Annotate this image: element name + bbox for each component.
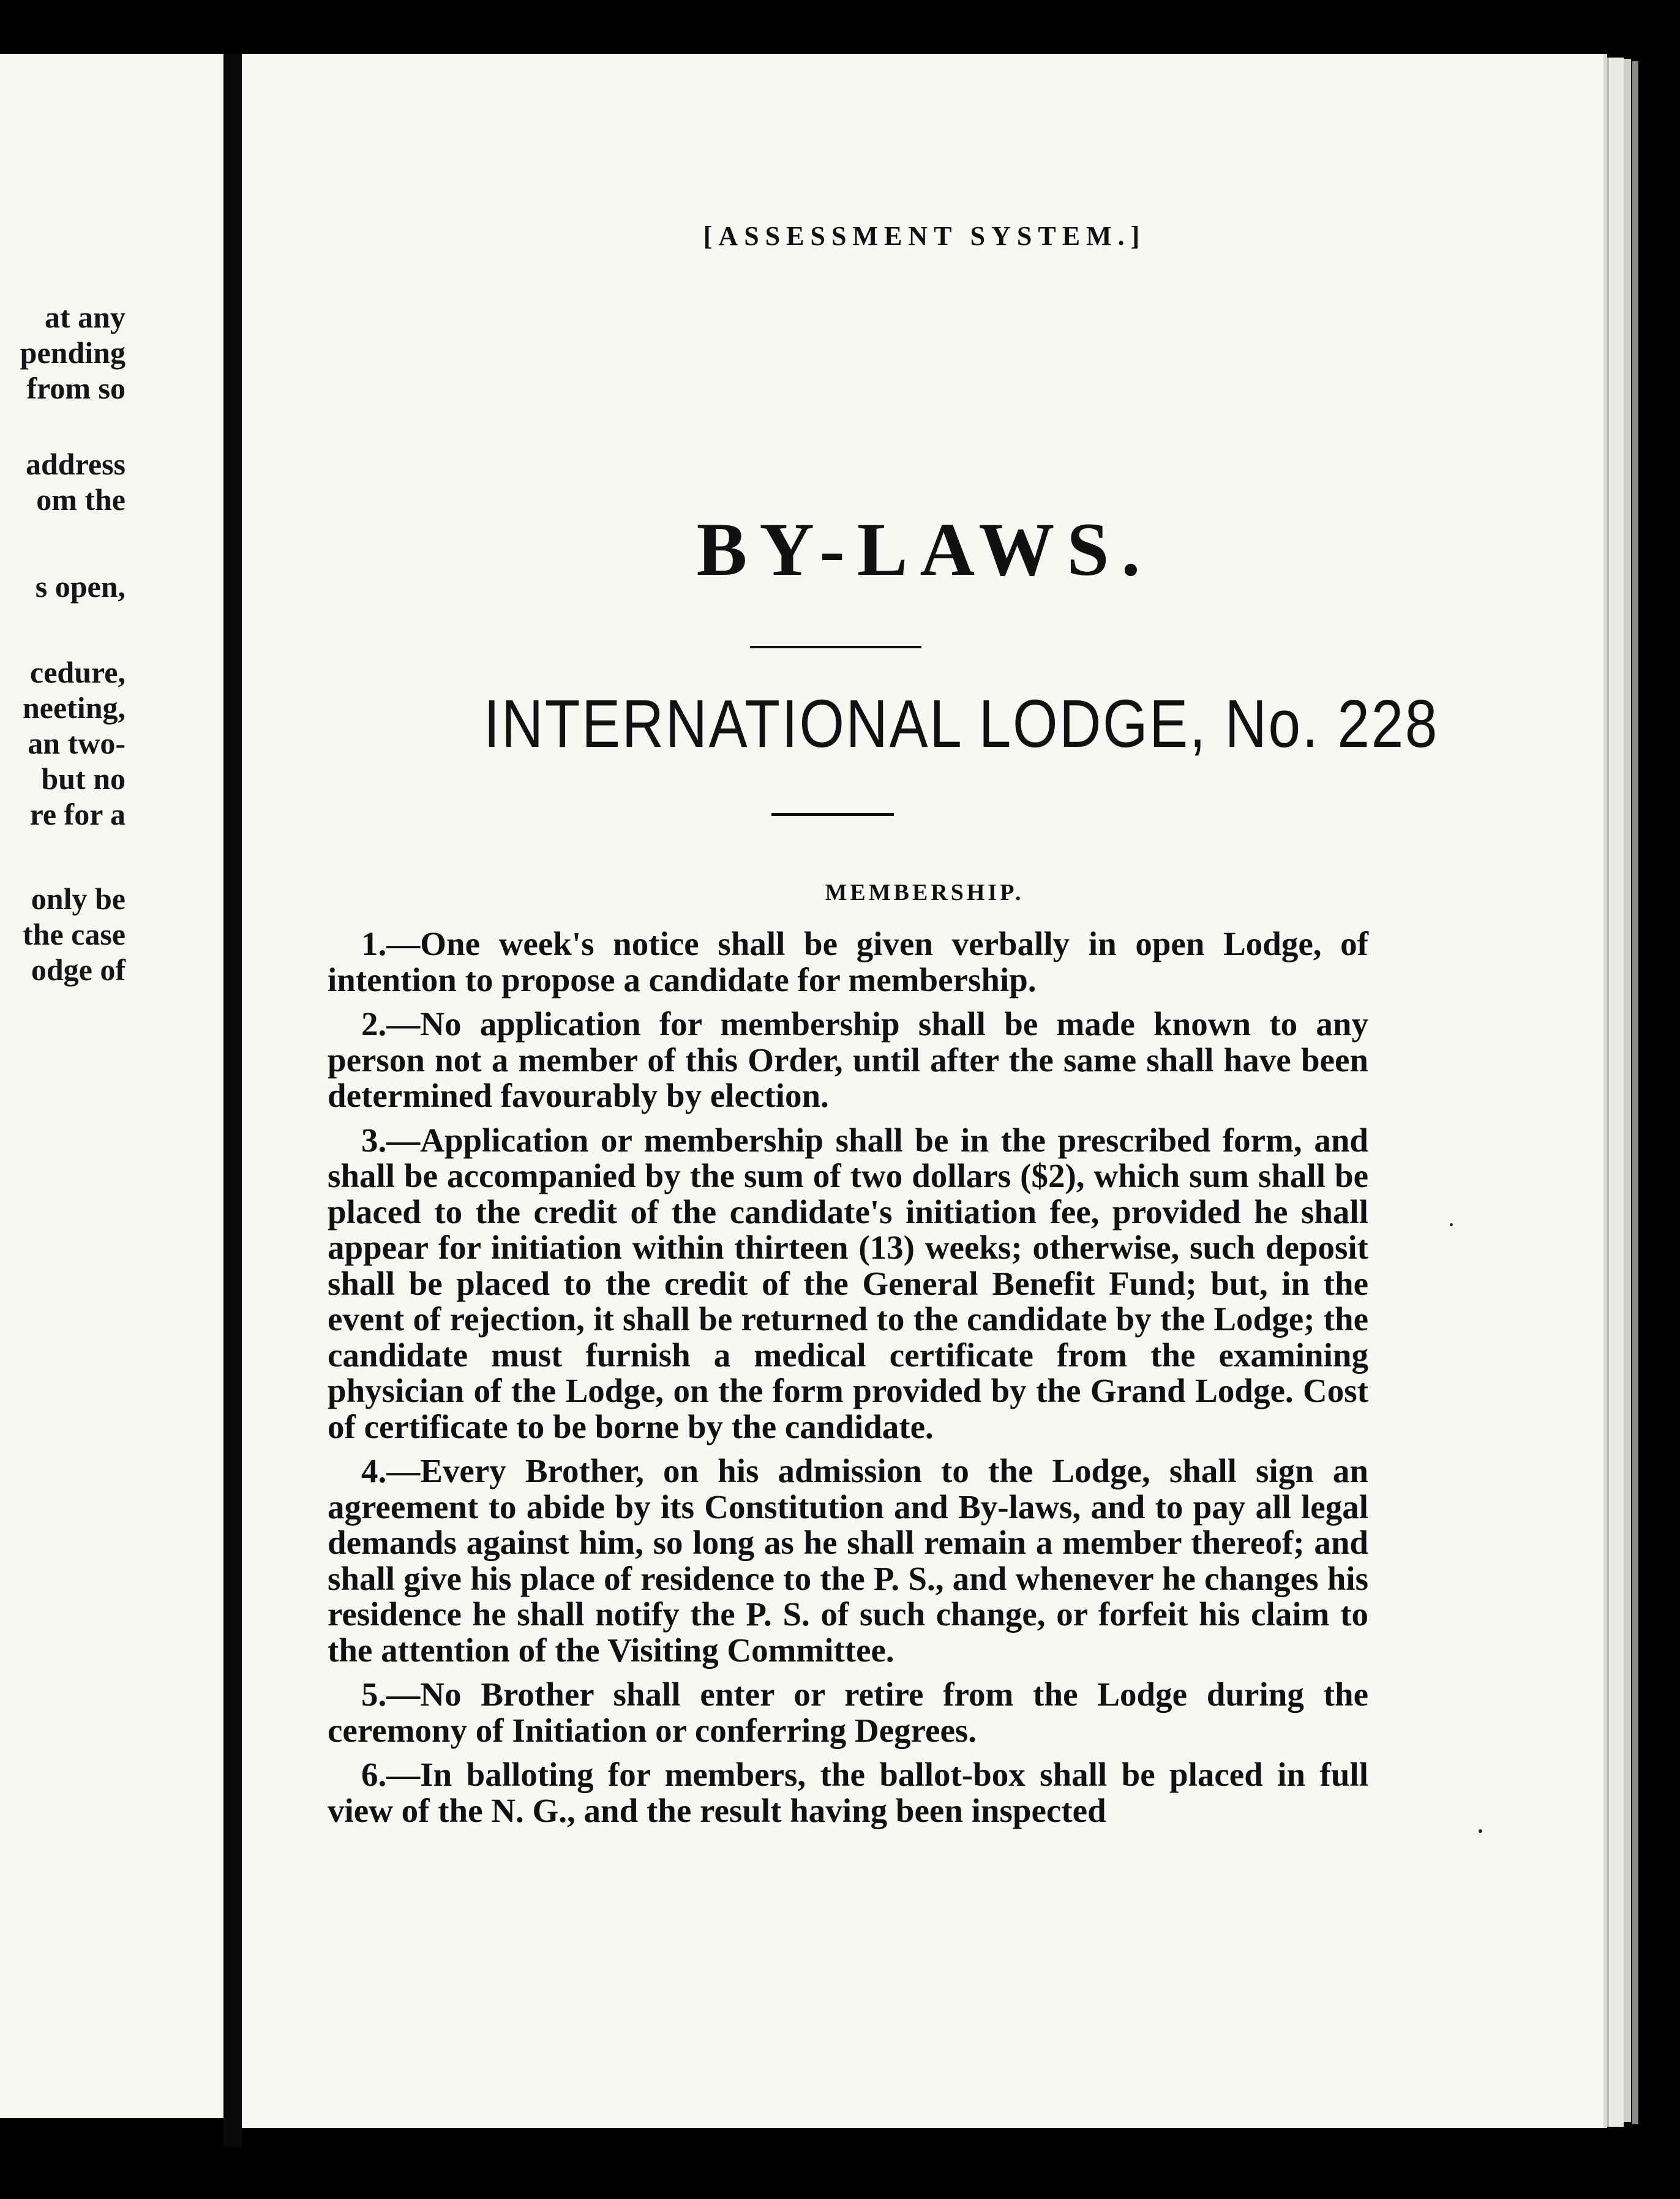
left-line-fragment: pending [20, 335, 126, 370]
bylaw-paragraph: 2.—No application for membership shall be made known to any person not a member of this Order, until after the same shall have been determined favourably by election. [328, 1005, 1368, 1114]
left-line-fragment: address [25, 447, 126, 481]
left-line-fragment: om the [36, 482, 126, 517]
lodge-divider [771, 813, 894, 816]
left-line-fragment: neeting, [22, 691, 126, 725]
bylaw-paragraph: 4.—Every Brother, on his admission to the Lodge, shall sign an agreement to abide by its Constitution and By-laws, and to pay all legal demands against him, so long as he shall remain a member thereof; and shall give his place of residence to the P. S., and whenever he changes his residence he shall notify the P. S. of such change, or forfeit his claim to the attention of the Visiting Committee. [328, 1452, 1368, 1669]
bylaw-paragraph: 1.—One week's notice shall be given verbally in open Lodge, of intention to propose a candidate for membership. [328, 925, 1368, 998]
section-heading: MEMBERSHIP. [825, 880, 1024, 905]
bylaws-body [328, 926, 1368, 1837]
left-line-fragment: at any [45, 300, 126, 334]
lodge-name: INTERNATIONAL LODGE, No. 228 [484, 686, 1439, 762]
bylaw-paragraph: 5.—No Brother shall enter or retire from the Lodge during the ceremony of Initiation or conferring Degrees. [328, 1676, 1368, 1749]
ink-speck [1479, 1829, 1482, 1833]
page-edge [1632, 61, 1638, 2124]
left-line-fragment: cedure, [30, 655, 126, 689]
page-title: BY-LAWS. [696, 508, 1153, 591]
left-line-fragment: only be [31, 882, 126, 916]
left-line-fragment: an two- [28, 726, 126, 760]
title-divider [750, 646, 921, 648]
bylaw-paragraph: 6.—In balloting for members, the ballot-box shall be placed in full view of the N. G., and the result having been inspected [328, 1756, 1368, 1829]
left-line-fragment: but no [41, 762, 126, 796]
system-label: [ASSESSMENT SYSTEM.] [703, 221, 1146, 251]
left-line-fragment: from so [26, 371, 126, 405]
bylaws-page [242, 54, 1607, 2128]
left-line-fragment: re for a [29, 797, 126, 831]
left-line-fragment: odge of [31, 953, 126, 987]
book-gutter [223, 54, 242, 2148]
page-edge [1624, 59, 1631, 2122]
left-line-fragment: s open, [35, 569, 126, 604]
ink-speck [1450, 1223, 1453, 1226]
page-edge [1607, 58, 1624, 2127]
previous-page-fragment [0, 54, 223, 2118]
bylaw-paragraph: 3.—Application or membership shall be in the prescribed form, and shall be accompanied by the sum of two dollars ($2), which sum shall be placed to the credit of the candidate's initiation fee, provided he shall appear for initiation within thirteen (13) weeks; otherwise, such deposit shall be placed to the credit of the General Benefit Fund; but, in the event of rejection, it shall be returned to the candidate by the Lodge; the candidate must furnish a medical certificate from the examining physician of the Lodge, on the form provided by the Grand Lodge. Cost of certificate to be borne by the candidate. [328, 1121, 1368, 1445]
left-line-fragment: the case [23, 917, 126, 951]
